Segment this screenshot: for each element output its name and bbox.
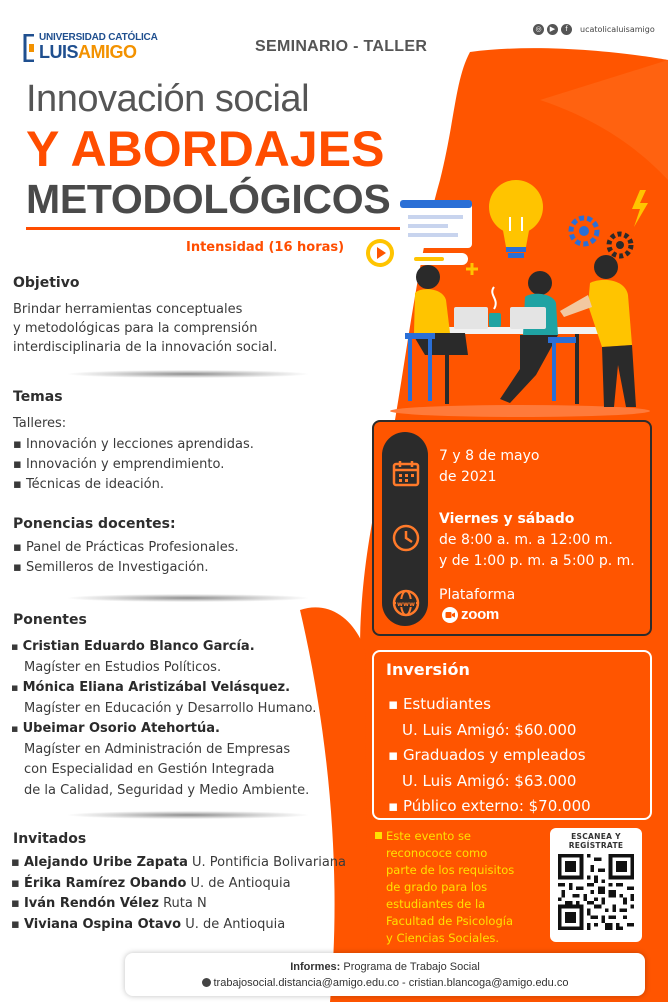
objetivo-line: interdisciplinaria de la innovación social. xyxy=(13,340,278,355)
price-item: ▪ Estudiantes xyxy=(388,692,591,718)
invitado-item: ▪ Érika Ramírez Obando U. de Antioquia xyxy=(11,875,291,891)
zoom-word: zoom xyxy=(461,606,499,623)
objetivo-heading: Objetivo xyxy=(13,275,80,291)
list-item: ▪ Técnicas de ideación. xyxy=(13,475,254,495)
ponente-degree: Magíster en Estudios Políticos. xyxy=(24,659,222,675)
title-line-3: METODOLÓGICOS xyxy=(26,176,391,222)
invitado-item: ▪ Alejando Uribe Zapata U. Pontificia Bolivariana xyxy=(11,855,347,870)
title-line-1: Innovación social xyxy=(26,78,310,120)
invitado-org: U. Pontificia Bolivariana xyxy=(192,855,347,870)
event-days: Viernes y sábado xyxy=(439,511,575,527)
talleres-list xyxy=(13,435,254,495)
zoom-logo xyxy=(442,606,499,623)
invitado-item: ▪ Iván Rendón Vélez Ruta N xyxy=(11,896,207,911)
zoom-camera-icon xyxy=(442,607,458,623)
calendar-icon xyxy=(391,458,421,488)
logo-university-label: UNIVERSIDAD CATÓLICA xyxy=(39,32,158,43)
title-underline xyxy=(26,227,402,230)
qr-register-box[interactable] xyxy=(550,828,642,942)
objetivo-line: Brindar herramientas conceptuales xyxy=(13,302,243,317)
price-item: ▪ Público externo: $70.000 xyxy=(388,794,591,820)
team-illustration xyxy=(370,175,668,420)
objetivo-text xyxy=(13,300,277,357)
talleres-label: Talleres: xyxy=(13,416,67,431)
ponentes-heading: Ponentes xyxy=(13,612,87,628)
invitado-org: U. de Antioquia xyxy=(190,875,291,891)
list-item: ▪ Innovación y emprendimiento. xyxy=(13,455,254,475)
ponente-name: Mónica Eliana Aristizábal Velásquez. xyxy=(22,680,291,695)
time-line: de 8:00 a. m. a 12:00 m. xyxy=(439,532,613,548)
logo-bracket-icon xyxy=(22,34,36,62)
note-line: Facultad de Psicología xyxy=(386,914,514,928)
price-item: U. Luis Amigó: $60.000 xyxy=(402,720,577,739)
date-line: de 2021 xyxy=(439,469,497,485)
invitado-name: Viviana Ospina Otavo xyxy=(23,916,182,932)
ponente-name: Ubeimar Osorio Atehortúa. xyxy=(22,721,220,736)
contact-footer xyxy=(125,953,645,996)
intensity-label: Intensidad (16 horas) xyxy=(186,240,345,255)
note-line: parte de los requisitos xyxy=(386,863,515,877)
section-divider xyxy=(68,594,308,602)
title-line-2: Y ABORDAJES xyxy=(26,121,385,177)
date-line: 7 y 8 de mayo xyxy=(439,448,540,464)
pricing-title: Inversión xyxy=(386,660,470,679)
qr-code-icon[interactable] xyxy=(558,854,634,930)
note-line: Este evento se xyxy=(386,829,472,843)
footer-program: Programa de Trabajo Social xyxy=(343,961,480,973)
invitados-list xyxy=(11,853,346,935)
section-divider xyxy=(68,811,308,819)
svg-text:www: www xyxy=(396,600,416,608)
ponente-item: ▪ Cristian Eduardo Blanco García. Magíster en Estudios Políticos. xyxy=(11,637,316,678)
event-info-card xyxy=(372,420,652,636)
ponente-item: ▪ Mónica Eliana Aristizábal Velásquez. Magíster en Educación y Desarrollo Humano. xyxy=(11,678,316,719)
invitados-heading: Invitados xyxy=(13,831,87,847)
ponencias-list xyxy=(13,538,239,578)
price-item: U. Luis Amigó: $63.000 xyxy=(402,771,577,790)
qr-caption xyxy=(550,832,642,850)
facebook-icon[interactable]: f xyxy=(561,24,572,35)
social-links xyxy=(533,24,655,35)
list-item: ▪ Panel de Prácticas Profesionales. xyxy=(13,538,239,558)
footer-emails xyxy=(125,977,645,989)
footer-email-links[interactable]: trabajosocial.distancia@amigo.edu.co - cristian.blancoga@amigo.edu.co xyxy=(213,977,569,989)
pricing-card xyxy=(372,650,652,820)
invitado-org: Ruta N xyxy=(163,896,207,911)
ponente-degree: con Especialidad en Gestión Integrada xyxy=(24,762,275,777)
logo-name-amigo: AMIGO xyxy=(78,42,137,62)
ponente-item: ▪ Ubeimar Osorio Atehortúa. Magíster en Administración de Empresas con Especialidad en Gestión Integrada de la Calidad, Seguridad y Medio Ambiente. xyxy=(11,719,316,801)
invitado-org: U. de Antioquia xyxy=(185,916,286,932)
note-line: y Ciencias Sociales. xyxy=(386,931,500,945)
pricing-list xyxy=(388,692,591,820)
logo-name-luis: LUIS xyxy=(39,42,79,62)
instagram-icon[interactable]: ◎ xyxy=(533,24,544,35)
note-line: estudiantes de la xyxy=(386,897,486,911)
youtube-icon[interactable]: ▶ xyxy=(547,24,558,35)
ponente-degree: Magíster en Administración de Empresas xyxy=(24,741,291,757)
note-line: de grado para los xyxy=(386,880,488,894)
social-handle: ucatolicaluisamigo xyxy=(580,25,655,34)
logo-name xyxy=(39,42,137,63)
ponentes-list xyxy=(11,637,316,801)
clock-icon xyxy=(391,523,421,553)
globe-icon xyxy=(391,588,421,618)
list-item: ▪ Semilleros de Investigación. xyxy=(13,558,239,578)
section-divider xyxy=(68,370,308,378)
email-icon xyxy=(202,978,211,987)
footer-info xyxy=(125,961,645,973)
event-schedule xyxy=(439,509,635,572)
footer-label: Informes: xyxy=(290,961,341,973)
qr-caption-line: ESCANEA Y xyxy=(571,832,621,841)
time-line: y de 1:00 p. m. a 5:00 p. m. xyxy=(439,553,635,569)
graduation-note xyxy=(375,828,514,947)
event-date xyxy=(439,446,539,488)
note-line: reconococe como xyxy=(386,846,488,860)
list-item: ▪ Innovación y lecciones aprendidas. xyxy=(13,435,254,455)
invitado-name: Alejando Uribe Zapata xyxy=(23,855,188,870)
event-kicker: SEMINARIO - TALLER xyxy=(255,38,428,55)
qr-caption-line: REGÍSTRATE xyxy=(568,841,624,850)
ponente-degree: de la Calidad, Seguridad y Medio Ambiente. xyxy=(24,782,310,798)
ponencias-label: Ponencias docentes: xyxy=(13,516,176,532)
ponente-name: Cristian Eduardo Blanco García. xyxy=(22,639,255,654)
invitado-item: ▪ Viviana Ospina Otavo U. de Antioquia xyxy=(11,916,286,932)
temas-heading: Temas xyxy=(13,389,63,405)
invitado-name: Érika Ramírez Obando xyxy=(23,875,187,891)
ponente-degree: Magíster en Educación y Desarrollo Humano. xyxy=(24,700,317,716)
objetivo-line: y metodológicas para la comprensión xyxy=(13,321,258,336)
university-logo xyxy=(22,32,158,66)
bullet-square-icon xyxy=(375,832,382,839)
platform-label: Plataforma xyxy=(439,587,516,603)
invitado-name: Iván Rendón Vélez xyxy=(23,896,159,911)
price-item: ▪ Graduados y empleados xyxy=(388,743,591,769)
